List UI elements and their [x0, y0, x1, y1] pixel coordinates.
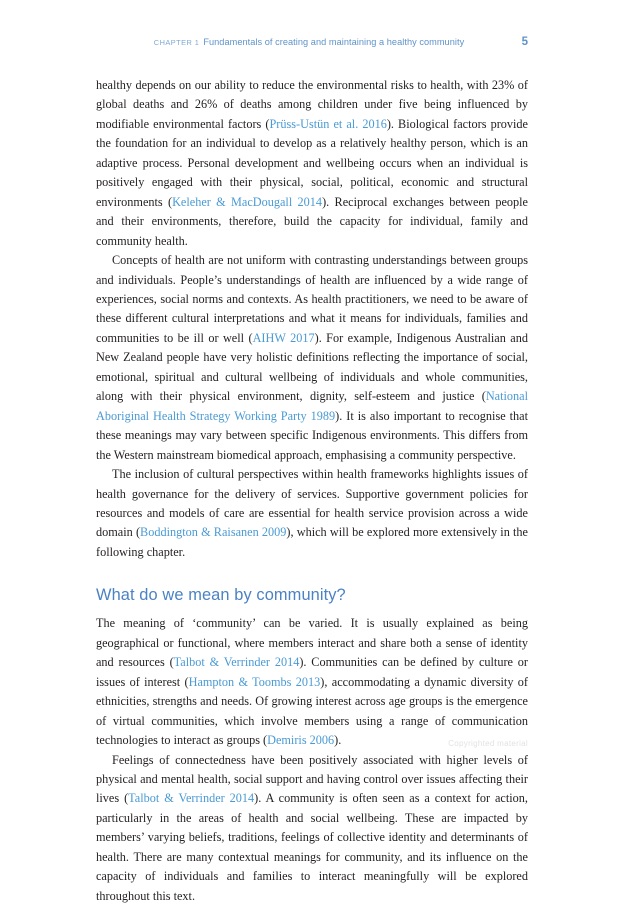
citation-boddington-raisanen-2009[interactable]: Boddington & Raisanen 2009: [140, 525, 286, 539]
paragraph-2-text-part-3: ). It is also important to recognise that these meanings may vary between specific Indigenous environments. This differs from the Western mainstream biomedical approach, emphasising a community perspective.: [96, 409, 528, 462]
paragraph-1-text-part-2: ). Biological factors provide the foundation for an individual to develop as a relatively healthy person, which is an adaptive process. Personal development and wellbeing occurs when an individual is positively engaged with their physical, social, political, economic and structural environments (: [96, 117, 528, 209]
citation-national-aboriginal-health-strategy-working-party-1989[interactable]: National Aboriginal Health Strategy Working Party 1989: [96, 389, 528, 422]
section-paragraph-1-text-part-4: ).: [334, 733, 341, 747]
paragraph-3: [96, 465, 528, 562]
section-paragraph-2-text-part-1: Feelings of connectedness have been positively associated with higher levels of physical and mental health, social support and having control over issues affecting their lives (: [96, 753, 528, 806]
citation-pruss-ustun-2016[interactable]: Prüss-Ustün et al. 2016: [269, 117, 386, 131]
running-head: [96, 36, 528, 52]
paragraph-2-text-part-2: ). For example, Indigenous Australian and New Zealand people have very holistic definitions reflecting the importance of social, emotional, spiritual and cultural wellbeing of individuals and whole communities, along with their physical environment, dignity, self-esteem and justice (: [96, 331, 528, 403]
page-number: 5: [516, 36, 528, 48]
section-paragraph-1-text-part-3: ), accommodating a dynamic diversity of ethnicities, strengths and needs. Of growing interest across age groups is the emergence of virtual communities, which involve members using a range of communication technologies to interact as groups (: [96, 675, 528, 747]
running-head-chapter-title: Fundamentals of creating and maintaining a healthy community: [203, 37, 464, 47]
citation-keleher-macdougall-2014[interactable]: Keleher & MacDougall 2014: [172, 195, 322, 209]
paragraph-3-text-part-1: The inclusion of cultural perspectives within health frameworks highlights issues of health governance for the delivery of services. Supportive government policies for resources and models of care are essential for health service provision across a wide domain (: [96, 467, 528, 539]
section-paragraph-1: [96, 614, 528, 750]
section-paragraph-2-text-part-2: ). A community is often seen as a context for action, particularly in the areas of health and social wellbeing. These are impacted by members’ varying beliefs, traditions, feelings of collective identity and determinants of health. There are many contextual meanings for community, and its influence on the capacity of individuals and families to interact meaningfully will be explored throughout this text.: [96, 791, 528, 902]
paragraph-3-text-part-2: ), which will be explored more extensively in the following chapter.: [96, 525, 528, 558]
section-paragraph-1-text-part-1: The meaning of ‘community’ can be varied. It is usually explained as being geographical or functional, where members interact and share both a sense of identity and resources (: [96, 616, 528, 669]
section-paragraph-2: [96, 751, 528, 906]
citation-talbot-verrinder-2014-b[interactable]: Talbot & Verrinder 2014: [128, 791, 254, 805]
citation-aihw-2017[interactable]: AIHW 2017: [253, 331, 315, 345]
running-head-chapter-label: CHAPTER 1: [154, 38, 200, 47]
copyright-note: Copyrighted material: [0, 739, 528, 748]
citation-hampton-toombs-2013[interactable]: Hampton & Toombs 2013: [189, 675, 321, 689]
citation-demiris-2006[interactable]: Demiris 2006: [267, 733, 334, 747]
section-paragraph-1-text-part-2: ). Communities can be defined by culture or issues of interest (: [96, 655, 528, 688]
running-head-text: [136, 37, 482, 47]
section-heading-what-do-we-mean-by-community: What do we mean by community?: [96, 585, 528, 605]
paragraph-1-text-part-3: ). Reciprocal exchanges between people and their environments, therefore, build the capacity for individual, family and community health.: [96, 195, 528, 248]
paragraph-1-text-part-1: healthy depends on our ability to reduce the environmental risks to health, with 23% of global deaths and 26% of deaths among children under five being influenced by modifiable environmental factors (: [96, 78, 528, 131]
text-column: [96, 76, 528, 906]
paragraph-2-text-part-1: Concepts of health are not uniform with contrasting understandings between groups and individuals. People’s understandings of health are influenced by a wide range of experiences, social norms and contexts. As health practitioners, we need to be aware of these different cultural interpretations and what it means for individuals, families and communities to be ill or well (: [96, 253, 528, 345]
citation-talbot-verrinder-2014-a[interactable]: Talbot & Verrinder 2014: [174, 655, 300, 669]
paragraph-2: [96, 251, 528, 465]
paragraph-1: [96, 76, 528, 251]
